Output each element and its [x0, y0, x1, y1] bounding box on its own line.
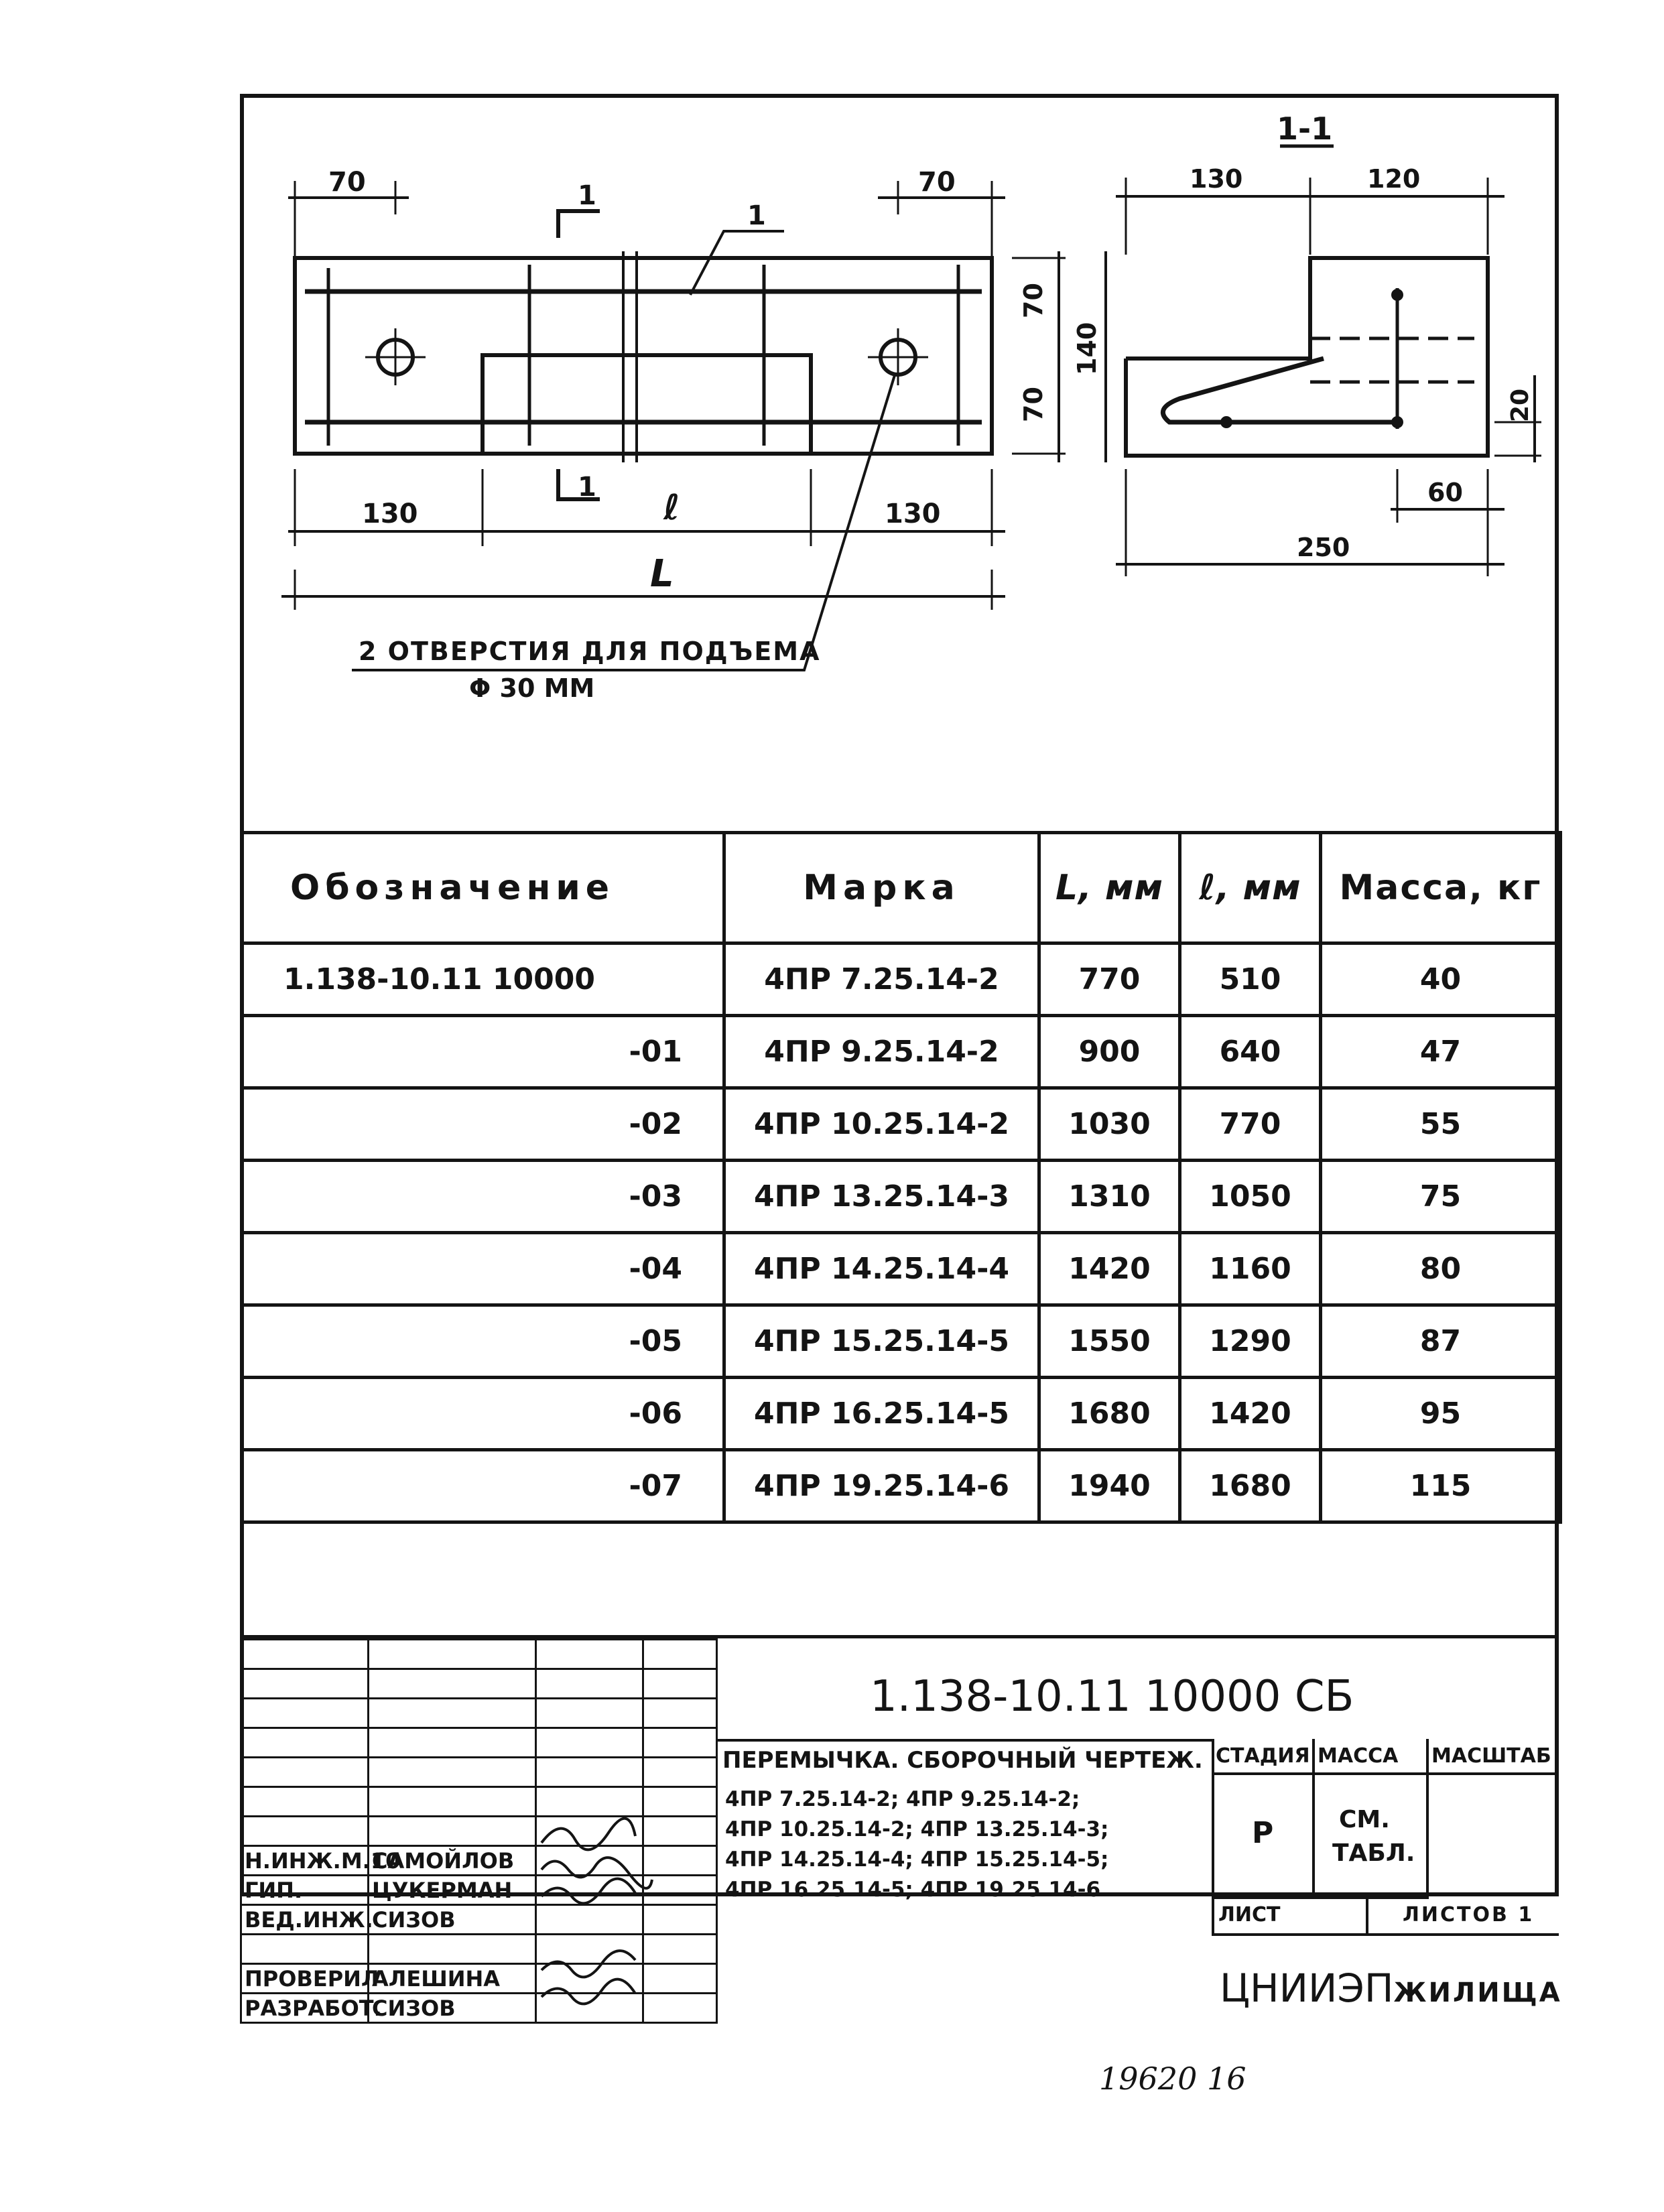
section-dim-cover: 20 [1507, 388, 1534, 422]
dim-height-bottom: 70 [1019, 387, 1048, 422]
header-length-l: ℓ, мм [1180, 833, 1321, 944]
table-row [242, 1088, 1561, 1161]
section-dim-total: 250 [1297, 533, 1350, 562]
lifting-note-line1: 2 ОТВЕРСТИЯ ДЛЯ ПОДЪЕМА [359, 637, 821, 666]
cell-L: 1940 [1039, 1450, 1180, 1522]
scale-label: МАСШТАБ [1431, 1744, 1551, 1768]
description-title: ПЕРЕМЫЧКА. СБОРОЧНЫЙ ЧЕРТЕЖ. [722, 1747, 1203, 1774]
cell-mark: 4ПР 14.25.14-4 [724, 1233, 1039, 1305]
mass-value-line1: СМ. [1339, 1806, 1390, 1833]
sheets-label: ЛИСТОВ 1 [1403, 1903, 1535, 1927]
item-callout-number: 1 [747, 200, 766, 231]
cell-l: 770 [1180, 1088, 1321, 1161]
cell-L: 1310 [1039, 1161, 1180, 1233]
description-line: 4ПР 16.25.14-5; 4ПР 19.25.14-6 [725, 1878, 1101, 1902]
organization-suffix: ЖИЛИЩА [1393, 1977, 1562, 2008]
mass-value-line2: ТАБЛ. [1332, 1839, 1415, 1867]
dim-clear-span: ℓ [663, 488, 680, 528]
header-mass: Масса, кг [1321, 833, 1561, 944]
mass-label: МАССА [1318, 1744, 1399, 1768]
cell-l: 640 [1180, 1016, 1321, 1088]
cell-mark: 4ПР 9.25.14-2 [724, 1016, 1039, 1088]
signature-name: АЛЕШИНА [369, 1964, 536, 1994]
signature-role: ГИП. [241, 1876, 369, 1905]
spec-table-header [242, 833, 1561, 944]
signature-role: ПРОВЕРИЛ [241, 1964, 369, 1994]
cell-L: 1550 [1039, 1305, 1180, 1378]
table-row [242, 1305, 1561, 1378]
cell-l: 1290 [1180, 1305, 1321, 1378]
handwritten-signatures [535, 1813, 655, 2014]
cell-mass: 87 [1321, 1305, 1561, 1378]
cell-l: 1050 [1180, 1161, 1321, 1233]
cell-mark: 4ПР 16.25.14-5 [724, 1378, 1039, 1450]
description-block [716, 1739, 1214, 1936]
signature-name: САМОЙЛОВ [369, 1846, 536, 1876]
cell-designation: 1.138-10.11 10000 [242, 944, 724, 1016]
lifting-note-line2: Φ 30 ММ [469, 673, 595, 703]
spec-table [240, 831, 1562, 1524]
cell-designation: -02 [242, 1088, 724, 1161]
dim-right-bearing: 130 [885, 499, 941, 529]
handwritten-archive-number: 19620 16 [1099, 2061, 1246, 2097]
cell-mark: 4ПР 7.25.14-2 [724, 944, 1039, 1016]
stage-label: СТАДИЯ [1216, 1744, 1310, 1768]
cell-l: 1420 [1180, 1378, 1321, 1450]
dim-left-bearing: 130 [362, 499, 418, 529]
table-row [242, 1378, 1561, 1450]
section-mark-bottom: 1 [578, 472, 596, 503]
organization-name [1220, 1965, 1562, 2011]
cell-L: 900 [1039, 1016, 1180, 1088]
cell-l: 510 [1180, 944, 1321, 1016]
cell-L: 770 [1039, 944, 1180, 1016]
table-row [242, 1161, 1561, 1233]
organization-abbr: ЦНИИЭП [1220, 1965, 1394, 2011]
signature-name: ЦУКЕРМАН [369, 1876, 536, 1905]
dim-left-end: 70 [328, 167, 366, 198]
description-line: 4ПР 7.25.14-2; 4ПР 9.25.14-2; [725, 1787, 1080, 1811]
cell-designation: -01 [242, 1016, 724, 1088]
dim-height-top: 70 [1019, 283, 1048, 318]
section-outline [1126, 258, 1488, 456]
dim-right-end: 70 [918, 167, 956, 198]
cell-mark: 4ПР 19.25.14-6 [724, 1450, 1039, 1522]
stage-value: Р [1252, 1816, 1274, 1850]
section-dim-right: 120 [1367, 164, 1421, 194]
header-mark: Марка [724, 833, 1039, 944]
cell-designation: -04 [242, 1233, 724, 1305]
dim-overall: L [650, 552, 674, 596]
cell-mass: 75 [1321, 1161, 1561, 1233]
header-length-L: L, мм [1039, 833, 1180, 944]
cell-mark: 4ПР 13.25.14-3 [724, 1161, 1039, 1233]
cell-mark: 4ПР 15.25.14-5 [724, 1305, 1039, 1378]
section-title: 1-1 [1277, 111, 1333, 147]
cell-designation: -06 [242, 1378, 724, 1450]
cell-l: 1680 [1180, 1450, 1321, 1522]
cell-mass: 40 [1321, 944, 1561, 1016]
cell-l: 1160 [1180, 1233, 1321, 1305]
section-mark-top: 1 [578, 180, 596, 211]
cell-L: 1680 [1039, 1378, 1180, 1450]
cell-L: 1030 [1039, 1088, 1180, 1161]
signature-role: Н.ИНЖ.М.10 [241, 1846, 369, 1876]
cell-mark: 4ПР 10.25.14-2 [724, 1088, 1039, 1161]
cell-mass: 115 [1321, 1450, 1561, 1522]
header-designation: Обозначение [242, 833, 724, 944]
table-row [242, 1233, 1561, 1305]
lintel-recess-outline [483, 355, 811, 454]
cell-L: 1420 [1039, 1233, 1180, 1305]
cell-mass: 95 [1321, 1378, 1561, 1450]
dim-height-total: 140 [1072, 322, 1102, 375]
document-code: 1.138-10.11 10000 СБ [870, 1672, 1354, 1721]
lintel-drawing [0, 0, 1664, 831]
signature-role: ВЕД.ИНЖ. [241, 1905, 369, 1935]
signature-role: РАЗРАБОТ. [241, 1994, 369, 2023]
table-row [242, 944, 1561, 1016]
cell-mass: 80 [1321, 1233, 1561, 1305]
section-dim-left: 130 [1190, 164, 1243, 194]
description-line: 4ПР 14.25.14-4; 4ПР 15.25.14-5; [725, 1847, 1109, 1872]
table-row [242, 1016, 1561, 1088]
cell-designation: -05 [242, 1305, 724, 1378]
table-row [242, 1450, 1561, 1522]
cell-designation: -03 [242, 1161, 724, 1233]
cell-mass: 47 [1321, 1016, 1561, 1088]
signature-name: СИЗОВ [369, 1905, 536, 1935]
cell-mass: 55 [1321, 1088, 1561, 1161]
cell-designation: -07 [242, 1450, 724, 1522]
signature-name: СИЗОВ [369, 1994, 536, 2023]
section-dim-bottom-offset: 60 [1427, 478, 1463, 507]
sheet-label: ЛИСТ [1218, 1903, 1281, 1927]
description-line: 4ПР 10.25.14-2; 4ПР 13.25.14-3; [725, 1817, 1109, 1841]
title-block [240, 1635, 1562, 2027]
